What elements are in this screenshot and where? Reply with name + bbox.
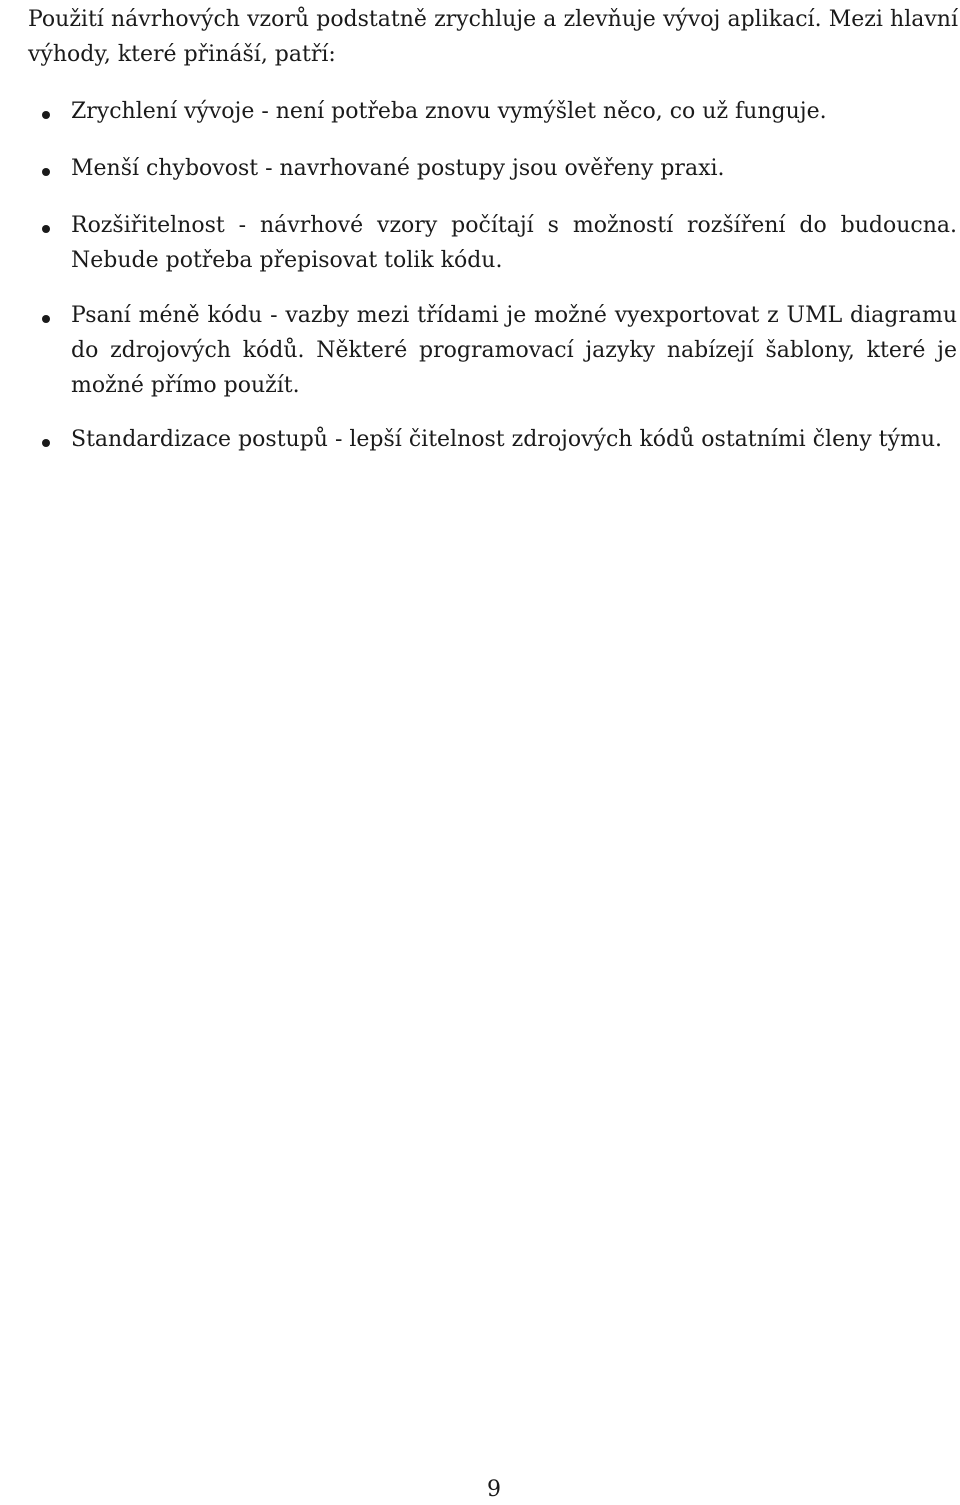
list-item-text: Menší chybovost - navrhované postupy jsou ověřeny praxi. (71, 156, 725, 181)
bullet-icon (42, 168, 50, 176)
bullet-icon (42, 439, 50, 447)
bullet-icon (42, 315, 50, 323)
document-page (28, 0, 960, 1505)
bullet-icon (42, 225, 50, 233)
list-item-text: Psaní méně kódu - vazby mezi třídami je možné vyexportovat z UML diagramu do zdrojových kódů. Některé programovací jazyky nabízejí šablony, které je možné přímo použít. (71, 303, 957, 398)
list-item-text: Standardizace postupů - lepší čitelnost zdrojových kódů ostatními členy týmu. (71, 427, 942, 452)
page-number: 9 (487, 1477, 501, 1502)
intro-paragraph: Použití návrhových vzorů podstatně zrychluje a zlevňuje vývoj aplikací. Mezi hlavní výhody, které přináší, patří: (28, 7, 958, 67)
bullet-icon (42, 111, 50, 119)
list-item-text: Zrychlení vývoje - není potřeba znovu vymýšlet něco, co už funguje. (71, 99, 827, 124)
list-item-text: Rozšiřitelnost - návrhové vzory počítají s možností rozšíření do budoucna. Nebude potřeba přepisovat tolik kódu. (71, 213, 957, 273)
